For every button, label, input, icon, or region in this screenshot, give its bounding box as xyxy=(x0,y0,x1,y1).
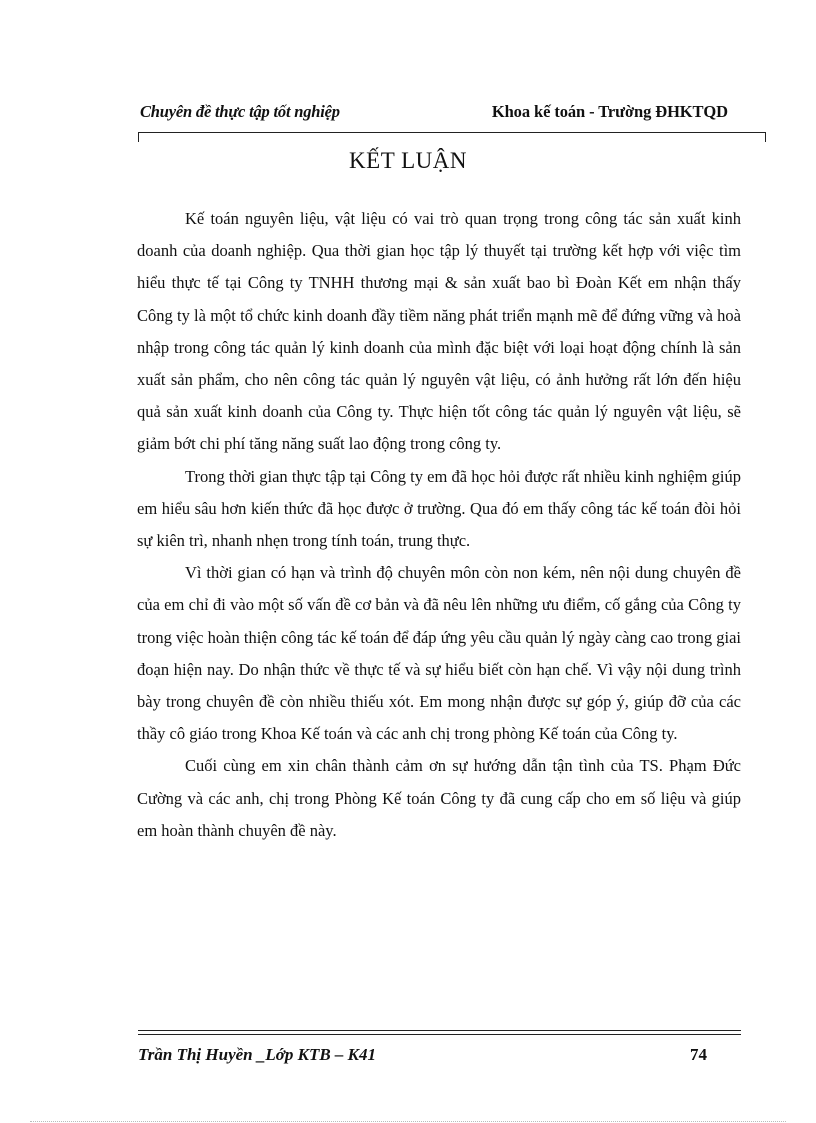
page-edge-dotted-line xyxy=(30,1121,786,1122)
page-header xyxy=(138,102,738,124)
page-number: 74 xyxy=(690,1045,707,1064)
page-title: KẾT LUẬN xyxy=(349,148,467,173)
paragraph-2: Trong thời gian thực tập tại Công ty em đã học hỏi được rất nhiều kinh nghiệm giúp em hiểu sâu hơn kiến thức đã học được ở trường. Qua đó em thấy công tác kế toán đòi hỏi sự kiên trì, nhanh nhẹn trong tính toán, trung thực. xyxy=(137,466,741,551)
paragraph-1: Kế toán nguyên liệu, vật liệu có vai trò quan trọng trong công tác sản xuất kinh doanh của doanh nghiệp. Qua thời gian học tập lý thuyết tại trường kết hợp với việc tìm hiểu thực tế tại Công ty TNHH thương mại & sản xuất bao bì Đoàn Kết em nhận thấy Công ty là một tổ chức kinh doanh đầy tiềm năng phát triển mạnh mẽ để đứng vững và hoà nhập trong công tác quản lý kinh doanh của mình đặc biệt với loại hoạt động chính là sản xuất sản phẩm, cho nên công tác quản lý nguyên vật liệu, có ảnh hưởng rất lớn đến hiệu quả sản xuất kinh doanh của Công ty. Thực hiện tốt công tác quản lý nguyên vật liệu, sẽ giảm bớt chi phí tăng năng suất lao động trong công ty. xyxy=(137,209,741,454)
header-divider-right-tick xyxy=(765,132,766,142)
header-divider-left-tick xyxy=(138,132,139,142)
footer-divider-thin xyxy=(138,1034,741,1035)
paragraph-4: Cuối cùng em xin chân thành cảm ơn sự hướng dẫn tận tình của TS. Phạm Đức Cường và các anh, chị trong Phòng Kế toán Công ty đã cung cấp cho em số liệu và giúp em hoàn thành chuyên đề này. xyxy=(137,756,741,840)
header-document-type: Chuyên đề thực tập tốt nghiệp xyxy=(140,102,340,121)
header-divider xyxy=(138,132,766,133)
paragraph-3: Vì thời gian có hạn và trình độ chuyên môn còn non kém, nên nội dung chuyên đề của em chỉ đi vào một số vấn đề cơ bản và đã nêu lên những ưu điểm, cố gắng của Công ty trong việc hoàn thiện công tác kế toán để đáp ứng yêu cầu quản lý ngày càng cao trong giai đoạn hiện nay. Do nhận thức về thực tế và sự hiểu biết còn hạn chế. Vì vậy nội dung trình bày trong chuyên đề còn nhiều thiếu xót. Em mong nhận được sự góp ý, giúp đỡ của các thầy cô giáo trong Khoa Kế toán và các anh chị trong phòng Kế toán của Công ty. xyxy=(137,563,741,744)
document-body xyxy=(137,203,741,847)
footer-divider xyxy=(138,1030,741,1031)
footer-author: Trần Thị Huyền _Lớp KTB – K41 xyxy=(138,1045,377,1064)
header-faculty: Khoa kế toán - Trường ĐHKTQD xyxy=(491,102,728,121)
